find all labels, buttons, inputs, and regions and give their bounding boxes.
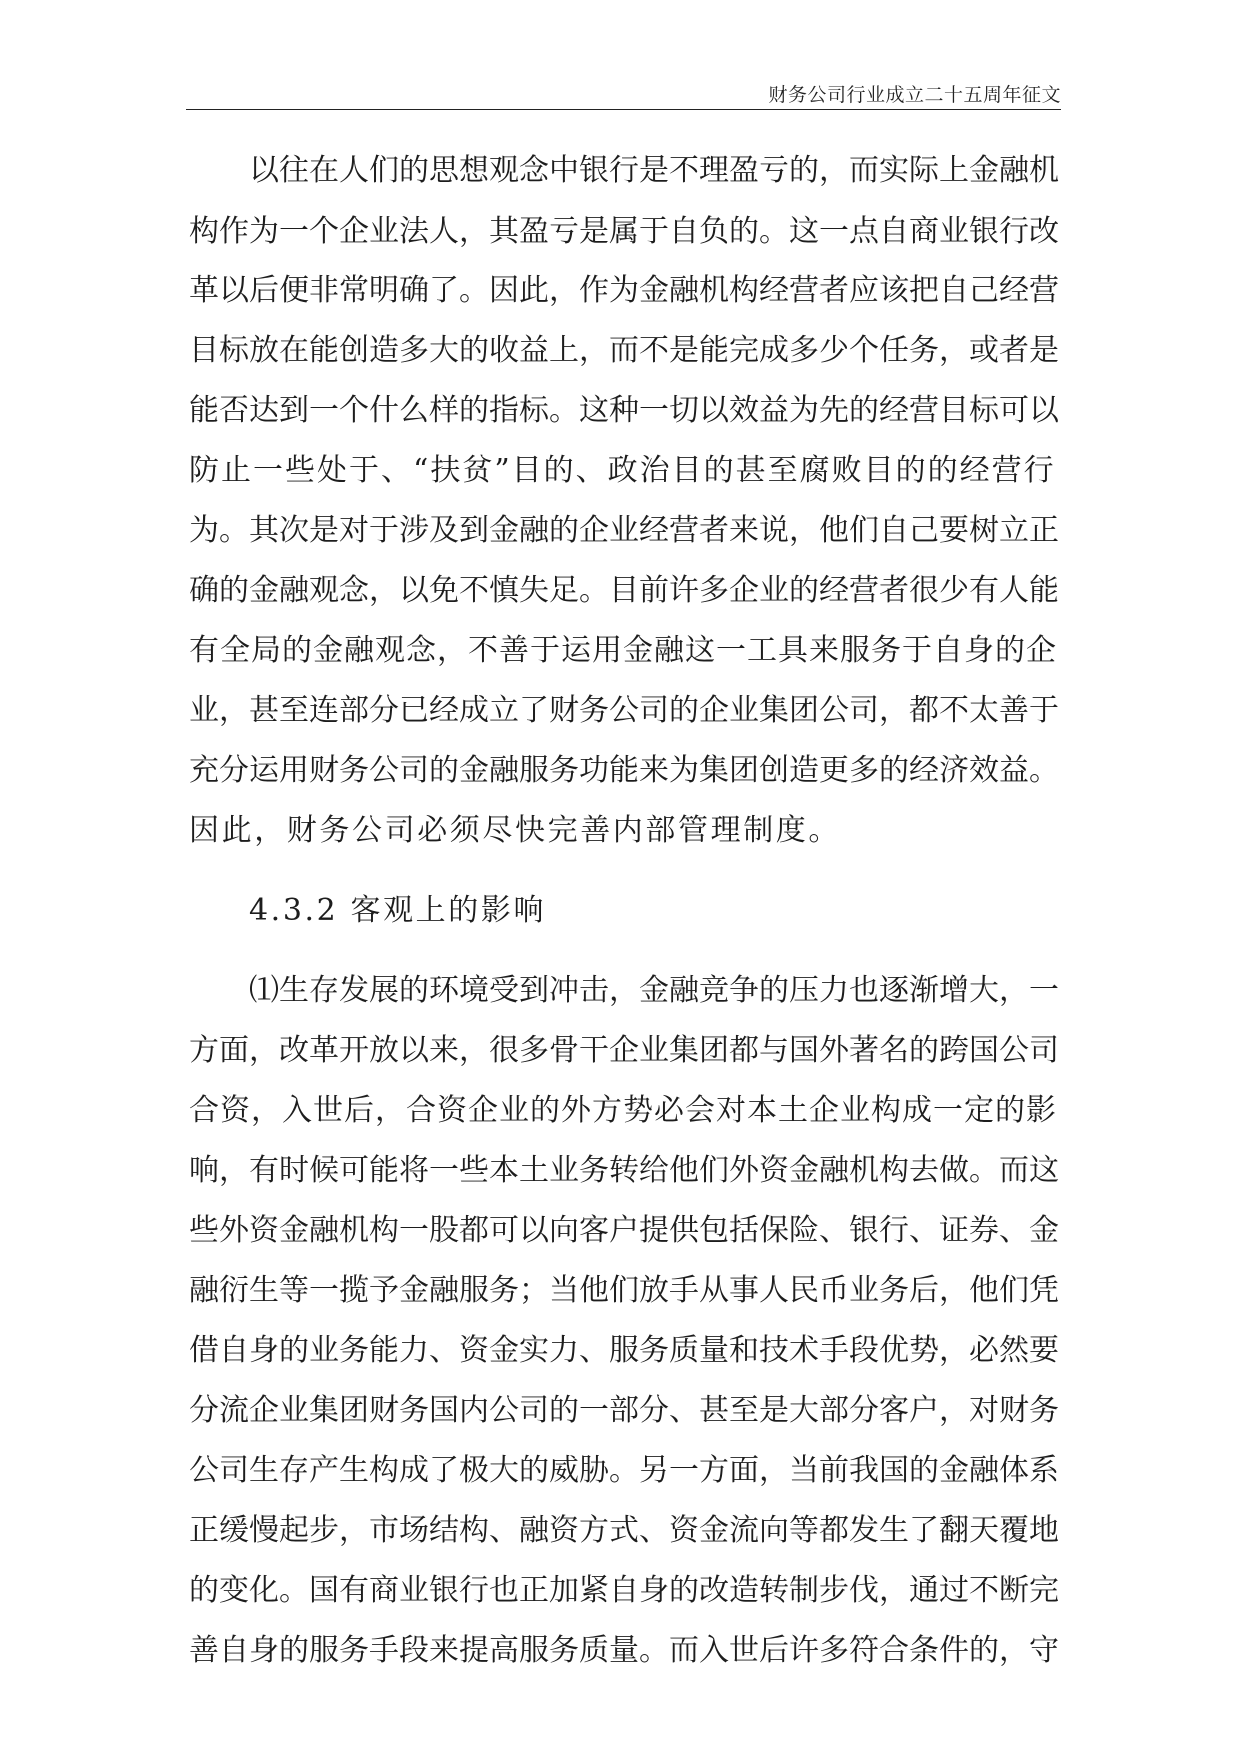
header-rule [186, 109, 1061, 110]
text-line: 分流企业集团财务国内公司的一部分、甚至是大部分客户，对财务 [189, 1393, 1059, 1428]
text-line: 有全局的金融观念，不善于运用金融这一工具来服务于自身的企 [189, 633, 1057, 668]
section-heading: 4.3.2 客观上的影响 [249, 893, 547, 928]
page-header [186, 74, 1061, 110]
text-line: 的变化。国有商业银行也正加紧自身的改造转制步伐，通过不断完 [189, 1573, 1059, 1608]
text-line: 构作为一个企业法人，其盈亏是属于自负的。这一点自商业银行改 [189, 214, 1059, 249]
text-line: 些外资金融机构一股都可以向客户提供包括保险、银行、证券、金 [189, 1213, 1059, 1248]
text-line: 为。其次是对于涉及到金融的企业经营者来说，他们自己要树立正 [189, 513, 1059, 548]
text-line: 业，甚至连部分已经成立了财务公司的企业集团公司，都不太善于 [189, 693, 1059, 728]
text-line: ⑴生存发展的环境受到冲击，金融竞争的压力也逐渐增大，一 [249, 973, 1059, 1008]
text-line: 因此，财务公司必须尽快完善内部管理制度。 [189, 813, 841, 848]
text-line: 响，有时候可能将一些本土业务转给他们外资金融机构去做。而这 [189, 1153, 1059, 1188]
text-line: 确的金融观念，以免不慎失足。目前许多企业的经营者很少有人能 [189, 573, 1059, 608]
text-line: 目标放在能创造多大的收益上，而不是能完成多少个任务，或者是 [189, 333, 1059, 368]
text-line: 防止一些处于、“扶贫”目的、政治目的甚至腐败目的的经营行 [189, 453, 1056, 488]
text-line: 公司生存产生构成了极大的威胁。另一方面，当前我国的金融体系 [189, 1453, 1059, 1488]
text-line: 正缓慢起步，市场结构、融资方式、资金流向等都发生了翻天覆地 [189, 1513, 1059, 1548]
text-line: 以往在人们的思想观念中银行是不理盈亏的，而实际上金融机 [249, 153, 1059, 188]
text-line: 革以后便非常明确了。因此，作为金融机构经营者应该把自己经营 [189, 273, 1059, 308]
text-line: 能否达到一个什么样的指标。这种一切以效益为先的经营目标可以 [189, 393, 1059, 428]
text-line: 合资，入世后，合资企业的外方势必会对本土企业构成一定的影 [189, 1093, 1057, 1128]
text-line: 融衍生等一揽予金融服务；当他们放手从事人民币业务后，他们凭 [189, 1273, 1059, 1308]
text-line: 善自身的服务手段来提高服务质量。而入世后许多符合条件的，守 [189, 1633, 1059, 1668]
text-line: 方面，改革开放以来，很多骨干企业集团都与国外著名的跨国公司 [189, 1033, 1059, 1068]
text-line: 充分运用财务公司的金融服务功能来为集团创造更多的经济效益。 [189, 753, 1059, 788]
text-line: 借自身的业务能力、资金实力、服务质量和技术手段优势，必然要 [189, 1333, 1059, 1368]
header-title: 财务公司行业成立二十五周年征文 [768, 84, 1061, 106]
